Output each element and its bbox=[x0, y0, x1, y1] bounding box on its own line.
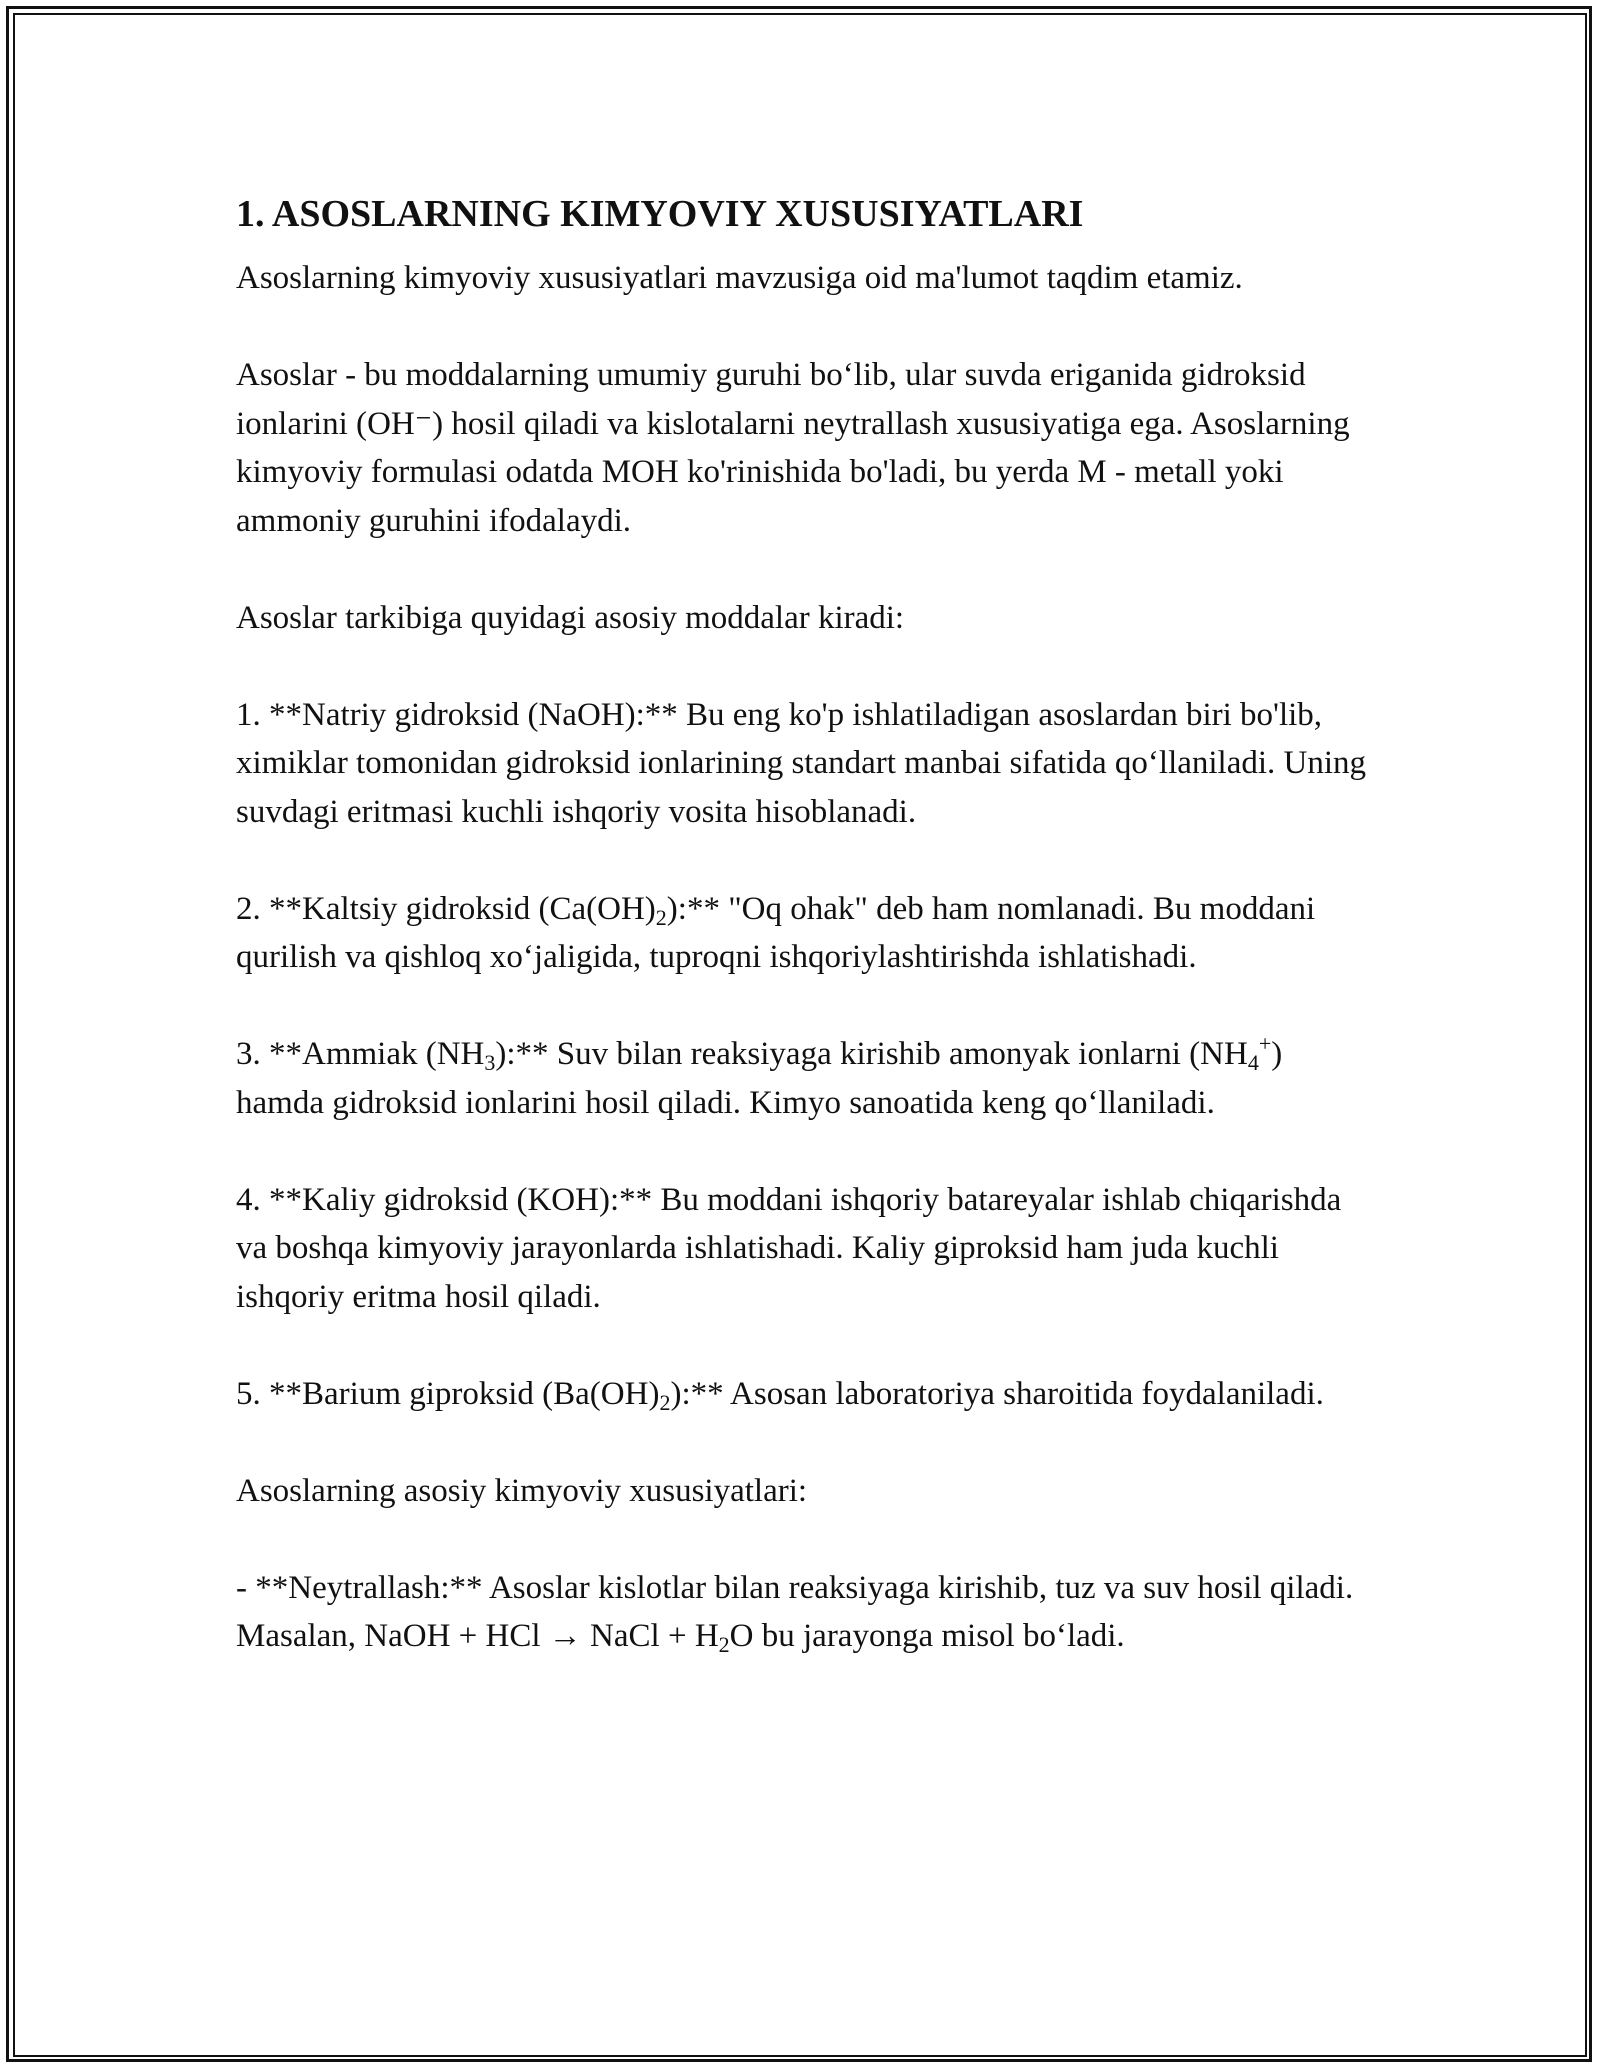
nh4-charge: + bbox=[1258, 1031, 1272, 1056]
definition-text-end: ) hosil qiladi va kislotalarni neytrallash xususiyatiga ega. Asoslarning kimyoviy formulasi odatda MOH ko'rinishida bo'ladi, bu yerda M - metall yoki ammoniy guruhini ifodalaydi. bbox=[236, 405, 1350, 539]
baoh2-subscript: 2 bbox=[659, 1389, 671, 1415]
properties-intro: Asoslarning asosiy kimyoviy xususiyatlari: bbox=[236, 1472, 808, 1509]
nh3-text-start: 3. **Ammiak (NH bbox=[236, 1036, 485, 1072]
water-subscript: 2 bbox=[718, 1632, 730, 1657]
caoh2-text-start: 2. **Kaltsiy gidroksid (Ca(OH) bbox=[236, 890, 656, 927]
list-item-baoh2 bbox=[236, 1370, 1376, 1419]
neutralization-text-start: - **Neytrallash:** Asoslar kislotlar bilan reaksiyaga kirishib, tuz va suv hosil qiladi. Masalan, NaOH + HCl → NaCl + H bbox=[236, 1569, 1354, 1654]
document-body bbox=[236, 188, 1376, 1709]
nh4-subscript: 4 bbox=[1247, 1050, 1259, 1075]
caoh2-text-end: ):** "Oq ohak" deb ham nomlanadi. Bu moddani qurilish va qishloq xo‘jaligida, tuproqni ishqoriylashtirishda ishlatishadi. bbox=[236, 890, 1316, 975]
nh3-subscript: 3 bbox=[484, 1050, 496, 1075]
list-item-koh: 4. **Kaliy gidroksid (KOH):** Bu moddani ishqoriy batareyalar ishlab chiqarishda va boshqa kimyoviy jarayonlarda ishlatishadi. Kaliy giproksid ham juda kuchli ishqoriy eritma hosil qiladi. bbox=[236, 1181, 1342, 1315]
list-intro: Asoslar tarkibiga quyidagi asosiy moddalar kiradi: bbox=[236, 599, 905, 636]
definition-paragraph bbox=[236, 351, 1376, 545]
baoh2-text-start: 5. **Barium giproksid (Ba(OH) bbox=[236, 1375, 660, 1412]
neutralization-text-end: O bu jarayonga misol bo‘ladi. bbox=[729, 1618, 1125, 1654]
intro-paragraph: Asoslarning kimyoviy xususiyatlari mavzusiga oid ma'lumot taqdim etamiz. bbox=[236, 260, 1243, 296]
list-item-nh3 bbox=[236, 1030, 1376, 1127]
document-title: 1. ASOSLARNING KIMYOVIY XUSUSIYATLARI bbox=[236, 193, 1084, 235]
caoh2-subscript: 2 bbox=[655, 904, 667, 930]
list-item-caoh2 bbox=[236, 885, 1376, 982]
nh3-text-middle: ):** Suv bilan reaksiyaga kirishib amonyak ionlarni (NH bbox=[495, 1036, 1248, 1072]
definition-text-start: Asoslar - bu moddalarning umumiy guruhi bo‘lib, ular suvda eriganida gidroksid ionlarini ( bbox=[236, 357, 1306, 442]
baoh2-text-end: ):** Asosan laboratoriya sharoitida foydalaniladi. bbox=[670, 1375, 1324, 1412]
neutralization-item bbox=[236, 1564, 1376, 1661]
hydroxide-charge: ⁻ bbox=[414, 405, 433, 442]
nh3-text-end: ) hamda gidroksid ionlarini hosil qiladi. Kimyo sanoatida keng qo‘llaniladi. bbox=[236, 1036, 1283, 1121]
hydroxide-ion: OH bbox=[367, 405, 415, 442]
list-item-naoh: 1. **Natriy gidroksid (NaOH):** Bu eng ko'p ishlatiladigan asoslardan biri bo'lib, ximiklar tomonidan gidroksid ionlarining standart manbai sifatida qo‘llaniladi. Uning suvdagi eritmasi kuchli ishqoriy vosita hisoblanadi. bbox=[236, 696, 1367, 830]
